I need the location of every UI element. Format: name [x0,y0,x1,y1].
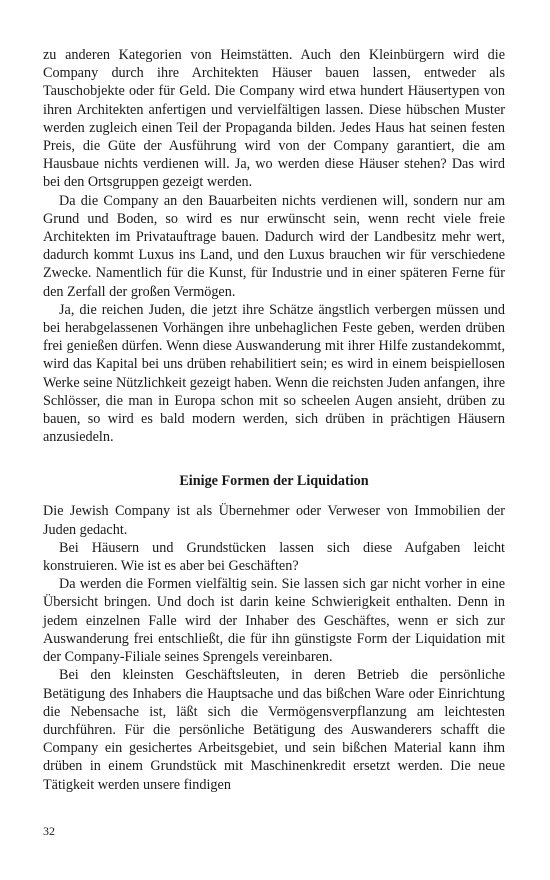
paragraph-jewish-company: Die Jewish Company ist als Übernehmer oder Verweser von Immobilien der Juden gedacht. [43,503,505,538]
paragraph-continuation: zu anderen Kategorien von Heimstätten. Auch den Kleinbürgern wird die Company durch ihre Architekten Häuser bauen lassen, entweder als Tauschobjekte oder für Geld. Die Company wird etwa hundert Häusertypen von ihren Architekten anfertigen und vervielfältigen lassen. Diese hübschen Muster werden zugleich einen Teil der Propaganda bilden. Jedes Haus hat seinen festen Preis, die Güte der Ausführung wird von der Company garantiert, die am Hausbaue nichts verdienen will. Ja, wo werden diese Häuser stehen? Das wird bei den Ortsgruppen gezeigt werden. [43,47,505,191]
page-body [43,46,505,794]
paragraph-bauarbeiten: Da die Company an den Bauarbeiten nichts verdienen will, sondern nur am Grund und Boden, so wird es nur erwünscht sein, wenn recht viele freie Architekten im Privatauftrage bauen. Dadurch wird der Landbesitz mehr wert, dadurch kommt Luxus ins Land, und den Luxus brauchen wir für verschiedene Zwecke. Namentlich für die Kunst, für Industrie und in einer späteren Ferne für den Zerfall der großen Vermögen. [43,192,505,300]
section-heading: Einige Formen der Liquidation [179,473,369,490]
paragraph-reiche-juden: Ja, die reichen Juden, die jetzt ihre Schätze ängstlich verbergen müssen und bei herabgelassenen Vorhängen ihre unbehaglichen Feste geben, werden drüben frei genießen dürfen. Wenn diese Auswanderung mit ihrer Hilfe zustandekommt, wird das Kapital bei uns drüben rehabilitiert sein; es wird in einem beispiellosen Werke seine Nützlichkeit gezeigt haben. Wenn die reichsten Juden anfangen, ihre Schlösser, die man in Europa schon mit so scheelen Augen ansieht, drüben zu bauen, so wird es bald modern werden, sich drüben in prächtigen Häusern anzusiedeln. [43,301,505,446]
page-number: 32 [43,824,55,838]
paragraph-haeuser-grundstuecke: Bei Häusern und Grundstücken lassen sich diese Aufgaben leicht konstruieren. Wie ist es aber bei Geschäften? [43,539,505,575]
paragraph-formen-vielfaeltig: Da werden die Formen vielfältig sein. Sie lassen sich gar nicht vorher in eine Übersicht bringen. Und doch ist darin keine Schwierigkeit enthalten. Denn in jedem einzelnen Falle wird der Inhaber des Geschäftes, wenn er sich zur Auswanderung frei entschließt, die für ihn günstigste Form der Liquidation mit der Company-Filiale seines Sprengels vereinbaren. [43,576,505,666]
paragraph-kleinste-geschaeftsleute: Bei den kleinsten Geschäftsleuten, in deren Betrieb die persönliche Betätigung des Inhabers die Hauptsache und das bißchen Ware oder Einrichtung die Nebensache ist, läßt sich die Vermögensverpflanzung am leichtesten durchführen. Für die persönliche Betätigung des Auswanderers schafft die Company ein gesichertes Arbeitsgebiet, und sein bißchen Material kann ihm drüben in einem Grundstück mit Maschinenkredit ersetzt werden. Die neue Tätigkeit werden unsere findigen [43,667,505,793]
